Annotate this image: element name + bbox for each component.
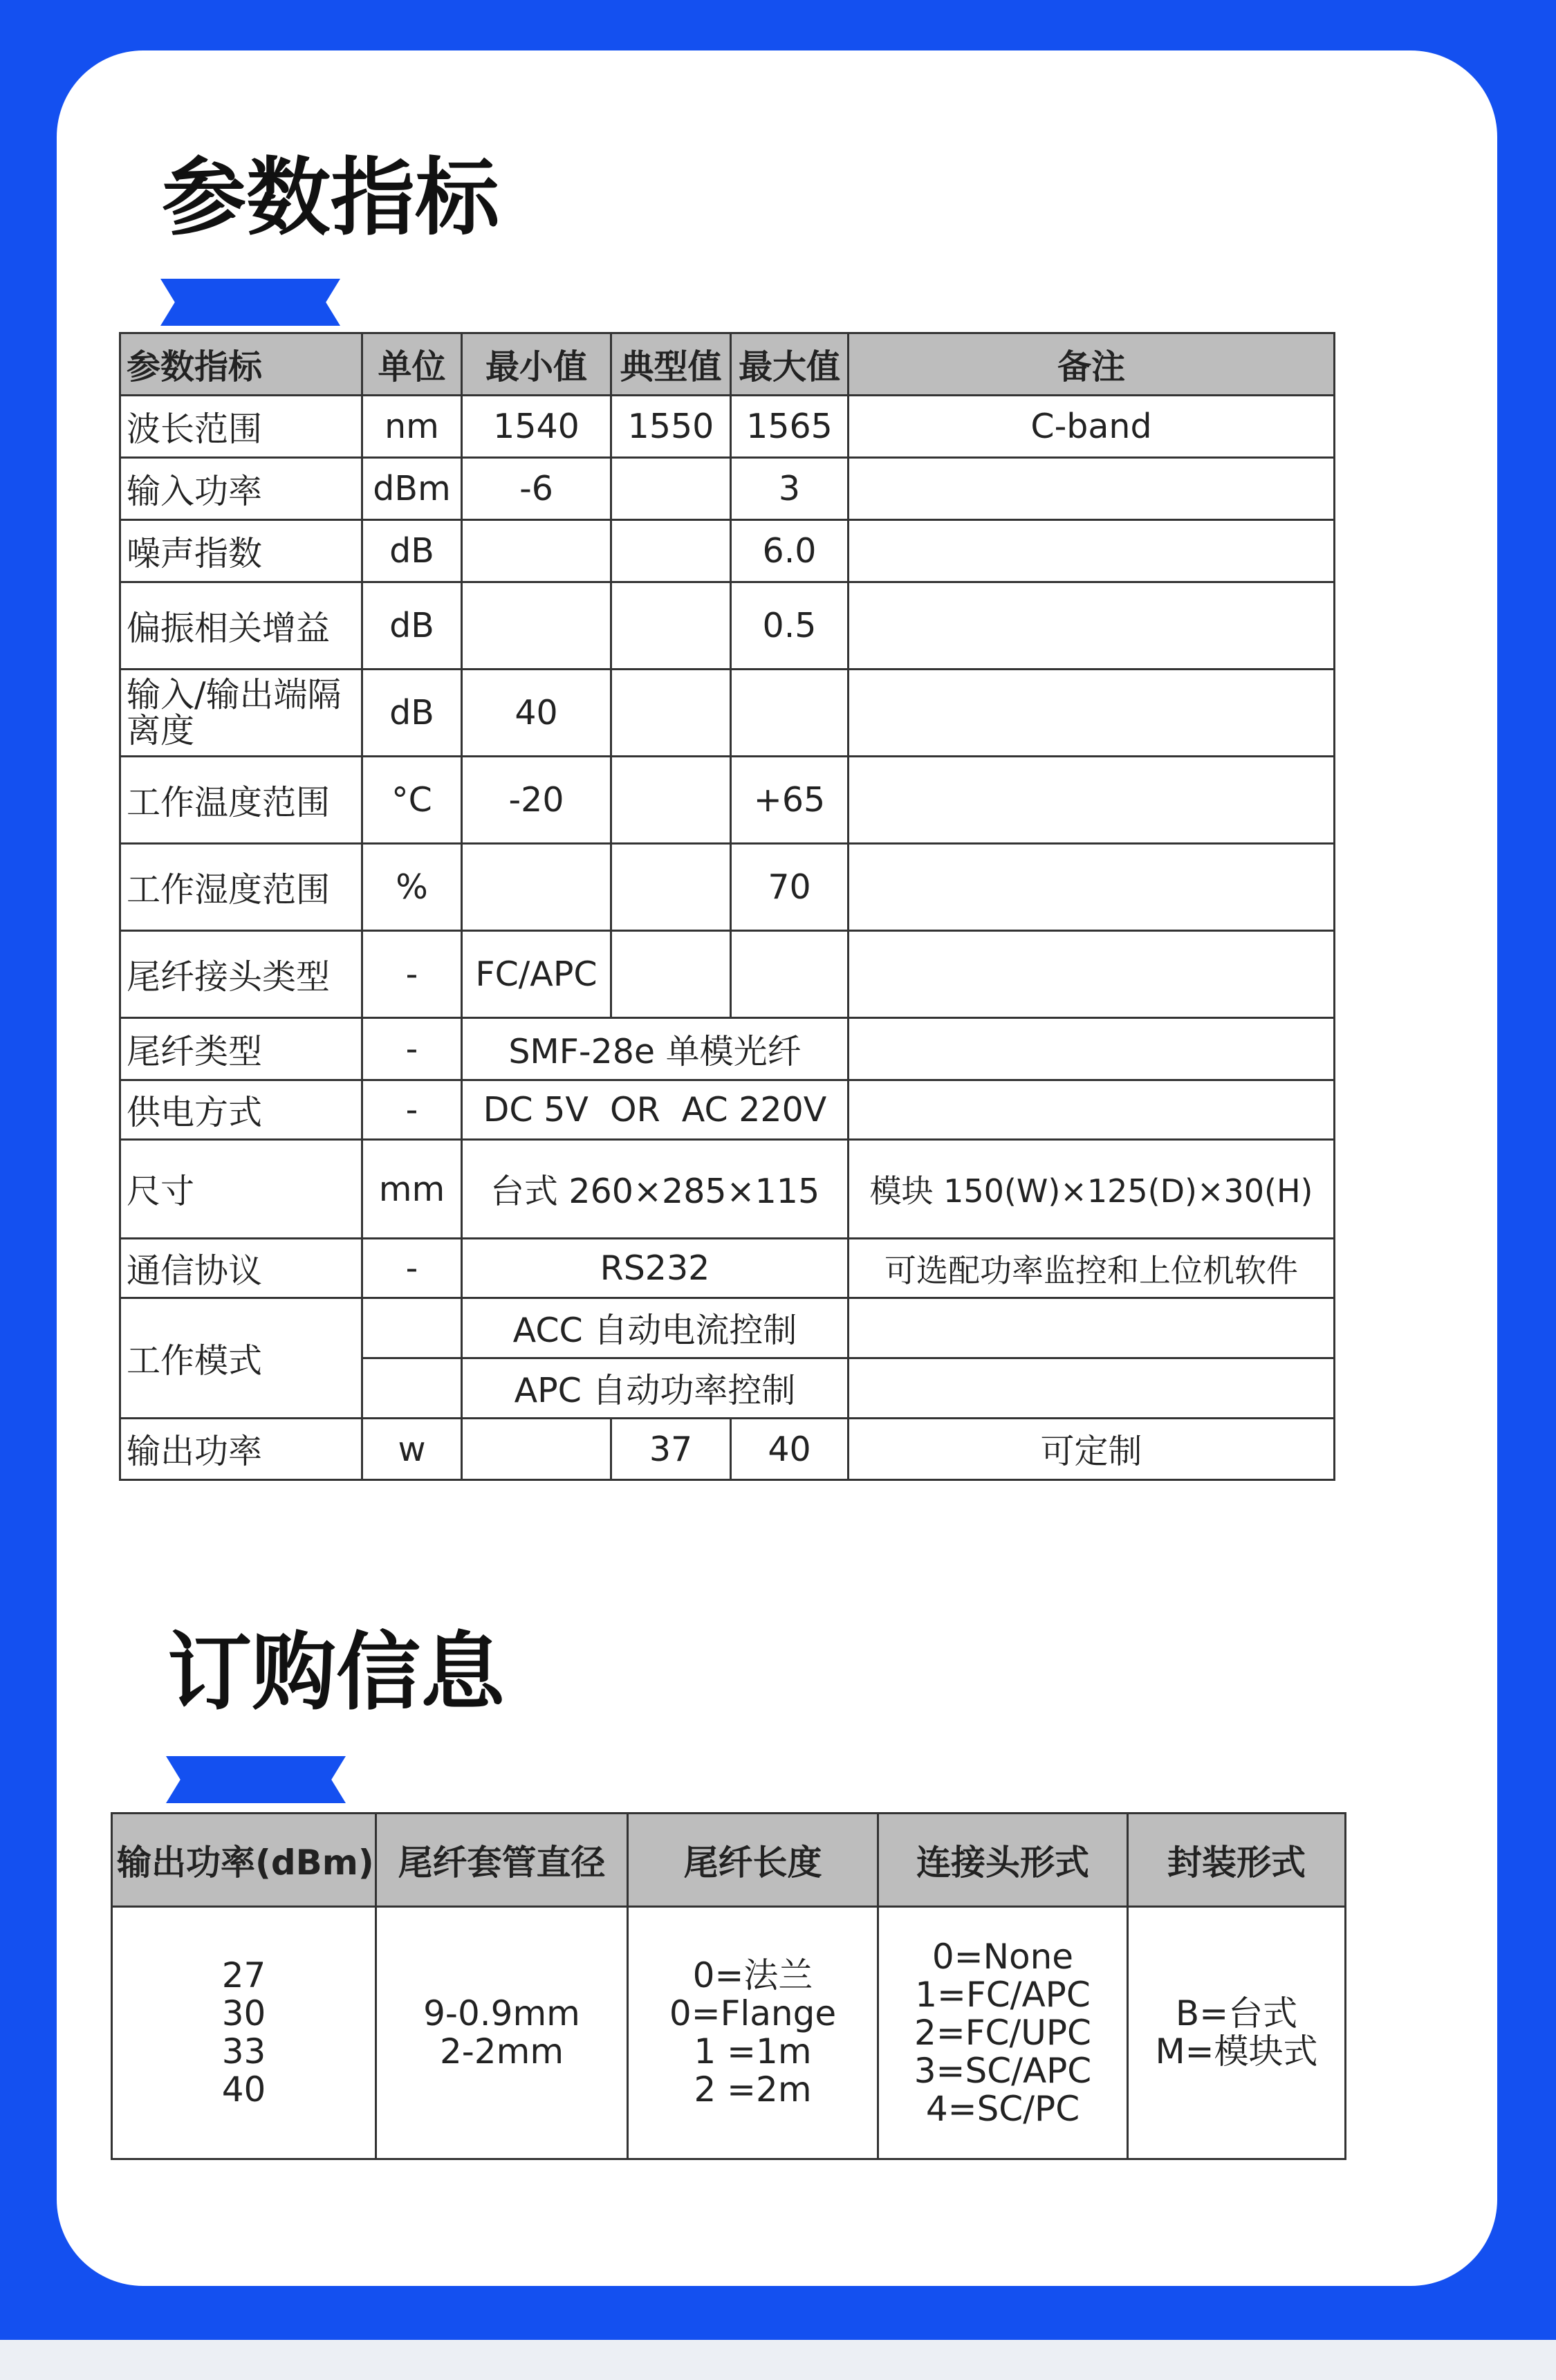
param-unit: - (362, 1080, 462, 1140)
param-max: +65 (731, 757, 849, 844)
table-row-output (120, 1419, 1335, 1480)
param-min (462, 520, 611, 582)
option-line: B=台式 (1175, 1993, 1298, 2033)
order-options-row (112, 1907, 1346, 2159)
param-min (462, 1419, 611, 1480)
param-typ (611, 670, 731, 757)
option-line: 2-2mm (439, 2031, 564, 2072)
param-name: 通信协议 (120, 1239, 362, 1298)
param-unit: w (362, 1419, 462, 1480)
param-note (849, 582, 1335, 670)
param-max: 6.0 (731, 520, 849, 582)
option-line: 33 (221, 2031, 266, 2072)
param-unit (362, 1358, 462, 1419)
param-typ: 37 (611, 1419, 731, 1480)
header-max: 最大值 (731, 333, 849, 396)
param-max: 70 (731, 844, 849, 931)
param-min: -6 (462, 458, 611, 520)
param-note (849, 1018, 1335, 1080)
order-table (111, 1812, 1346, 2160)
param-typ (611, 931, 731, 1018)
order-header-diameter: 尾纤套管直径 (376, 1814, 628, 1907)
table-row-mode-acc (120, 1298, 1335, 1358)
param-max: 1565 (731, 396, 849, 458)
order-header-length: 尾纤长度 (628, 1814, 878, 1907)
param-name: 工作温度范围 (120, 757, 362, 844)
param-note (849, 1358, 1335, 1419)
param-unit: °C (362, 757, 462, 844)
param-note (849, 844, 1335, 931)
order-header-power: 输出功率(dBm) (112, 1814, 376, 1907)
mode-acc: ACC 自动电流控制 (462, 1298, 849, 1358)
table-row (120, 757, 1335, 844)
param-min (462, 844, 611, 931)
params-section-title: 参数指标 (162, 149, 499, 247)
order-title-underline (166, 1756, 346, 1803)
option-line: 40 (221, 2069, 266, 2110)
table-row-power-supply (120, 1080, 1335, 1140)
option-line: M=模块式 (1155, 2031, 1318, 2072)
param-name: 输入/输出端隔离度 (120, 670, 362, 757)
option-line: 4=SC/PC (925, 2088, 1080, 2129)
param-unit: % (362, 844, 462, 931)
bottom-strip (0, 2340, 1556, 2380)
params-title-underline (160, 279, 340, 326)
param-note (849, 757, 1335, 844)
connector-options (878, 1907, 1128, 2159)
param-unit: - (362, 1239, 462, 1298)
param-min (462, 582, 611, 670)
power-options (112, 1907, 376, 2159)
table-row (120, 670, 1335, 757)
table-row (120, 844, 1335, 931)
header-typ: 典型值 (611, 333, 731, 396)
header-param: 参数指标 (120, 333, 362, 396)
param-unit: dB (362, 670, 462, 757)
diameter-options (376, 1907, 628, 2159)
param-note: 可选配功率监控和上位机软件 (849, 1239, 1335, 1298)
param-unit: - (362, 931, 462, 1018)
order-header-connector: 连接头形式 (878, 1814, 1128, 1907)
param-name: 噪声指数 (120, 520, 362, 582)
param-unit: nm (362, 396, 462, 458)
header-unit: 单位 (362, 333, 462, 396)
param-note: 模块 150(W)×125(D)×30(H) (849, 1140, 1335, 1239)
param-typ (611, 582, 731, 670)
param-name: 尺寸 (120, 1140, 362, 1239)
param-unit: dBm (362, 458, 462, 520)
order-header-package: 封装形式 (1128, 1814, 1346, 1907)
option-line: 3=SC/APC (914, 2050, 1092, 2091)
param-name: 工作模式 (120, 1298, 362, 1419)
param-max: 3 (731, 458, 849, 520)
order-section-title: 订购信息 (167, 1623, 505, 1722)
param-min: 40 (462, 670, 611, 757)
params-table (119, 332, 1335, 1481)
table-row (120, 396, 1335, 458)
param-max (731, 670, 849, 757)
option-line: 0=法兰 (692, 1955, 813, 1995)
table-row (120, 582, 1335, 670)
mode-apc: APC 自动功率控制 (462, 1358, 849, 1419)
param-name: 工作湿度范围 (120, 844, 362, 931)
param-value: SMF-28e 单模光纤 (462, 1018, 849, 1080)
param-note (849, 931, 1335, 1018)
param-name: 供电方式 (120, 1080, 362, 1140)
package-options (1128, 1907, 1346, 2159)
table-row (120, 520, 1335, 582)
param-unit: dB (362, 520, 462, 582)
param-typ (611, 458, 731, 520)
param-min: FC/APC (462, 931, 611, 1018)
param-max: 40 (731, 1419, 849, 1480)
param-value: 台式 260×285×115 (462, 1140, 849, 1239)
param-name: 尾纤接头类型 (120, 931, 362, 1018)
param-value: RS232 (462, 1239, 849, 1298)
param-note (849, 458, 1335, 520)
param-value: DC 5V OR AC 220V (462, 1080, 849, 1140)
param-typ (611, 520, 731, 582)
param-unit: - (362, 1018, 462, 1080)
option-line: 30 (221, 1993, 266, 2033)
param-unit: mm (362, 1140, 462, 1239)
param-min: -20 (462, 757, 611, 844)
option-line: 27 (221, 1955, 266, 1995)
param-max: 0.5 (731, 582, 849, 670)
param-name: 波长范围 (120, 396, 362, 458)
table-row-fiber-type (120, 1018, 1335, 1080)
param-max (731, 931, 849, 1018)
param-note (849, 1298, 1335, 1358)
param-name: 输出功率 (120, 1419, 362, 1480)
option-line: 2=FC/UPC (914, 2012, 1091, 2053)
params-header-row (120, 333, 1335, 396)
order-header-row (112, 1814, 1346, 1907)
param-min: 1540 (462, 396, 611, 458)
param-note: C-band (849, 396, 1335, 458)
param-typ (611, 844, 731, 931)
table-row-size (120, 1140, 1335, 1239)
table-row (120, 458, 1335, 520)
param-note (849, 520, 1335, 582)
option-line: 1=FC/APC (915, 1974, 1091, 2015)
param-name: 输入功率 (120, 458, 362, 520)
param-note: 可定制 (849, 1419, 1335, 1480)
table-row-protocol (120, 1239, 1335, 1298)
table-row (120, 931, 1335, 1018)
param-typ (611, 757, 731, 844)
option-line: 0=Flange (669, 1993, 837, 2033)
param-name: 尾纤类型 (120, 1018, 362, 1080)
param-unit (362, 1298, 462, 1358)
param-note (849, 670, 1335, 757)
option-line: 2 =2m (694, 2069, 812, 2110)
option-line: 1 =1m (694, 2031, 812, 2072)
option-line: 9-0.9mm (423, 1993, 580, 2033)
param-note (849, 1080, 1335, 1140)
header-note: 备注 (849, 333, 1335, 396)
param-unit: dB (362, 582, 462, 670)
param-typ: 1550 (611, 396, 731, 458)
length-options (628, 1907, 878, 2159)
param-name: 偏振相关增益 (120, 582, 362, 670)
header-min: 最小值 (462, 333, 611, 396)
option-line: 0=None (932, 1936, 1074, 1977)
